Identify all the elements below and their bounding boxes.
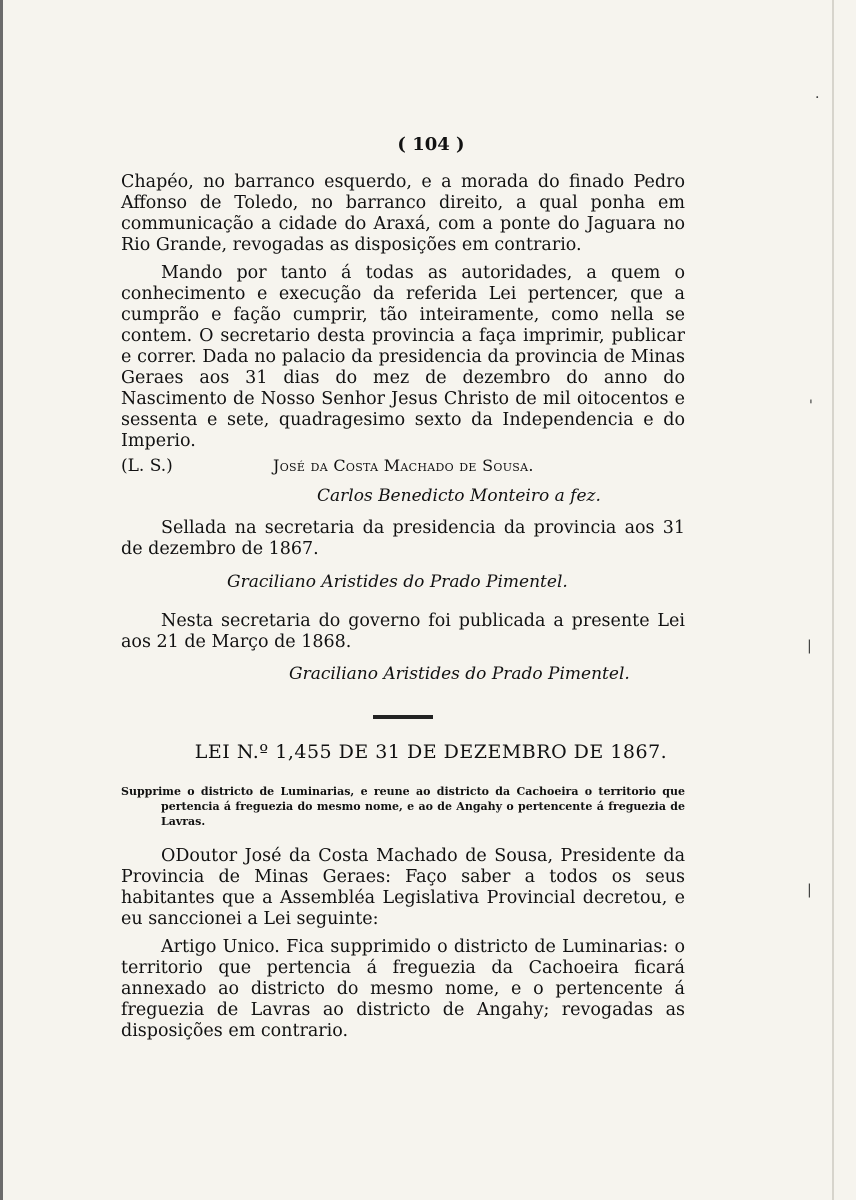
published-note-block bbox=[121, 611, 685, 653]
article-block bbox=[121, 937, 685, 1042]
margin-speck: | bbox=[807, 638, 812, 654]
section-divider bbox=[373, 715, 433, 719]
law-title: LEI N.º 1,455 DE 31 DE DEZEMBRO DE 1867. bbox=[194, 741, 668, 763]
published-note: Nesta secretaria do governo foi publicada a presente Lei aos 21 de Março de 1868. bbox=[121, 611, 685, 652]
preamble-block bbox=[121, 846, 685, 930]
preamble: ODoutor José da Costa Machado de Sousa, Presidente da Provincia de Minas Geraes: Faço saber a todos os seus habitantes que a Assembléa Legislativa Provincial decretou, e eu sanccionei a Lei seguinte: bbox=[121, 846, 685, 929]
seal-mark: (L. S.) bbox=[121, 456, 173, 476]
margin-speck: | bbox=[807, 882, 812, 898]
margin-speck: . bbox=[815, 86, 820, 102]
article: Artigo Unico. Fica supprimido o districto de Luminarias: o territorio que pertencia á freguezia da Cachoeira ficará annexado ao districto do mesmo nome, e o pertencente á freguezia de Lavras ao districto de Angahy; revogadas as disposições em contrario. bbox=[121, 937, 685, 1041]
paragraph-1: Chapéo, no barranco esquerdo, e a morada do finado Pedro Affonso de Toledo, no barranco direito, a qual ponha em communicação a cidade do Araxá, com a ponte do Jaguara no Rio Grande, revogadas as disposições em contrario. bbox=[121, 172, 685, 255]
sealed-note: Sellada na secretaria da presidencia da provincia aos 31 de dezembro de 1867. bbox=[121, 518, 685, 559]
governor-signature: José da Costa Machado de Sousa. bbox=[273, 456, 534, 475]
sealed-note-block bbox=[121, 518, 685, 560]
paragraph-2: Mando por tanto á todas as autoridades, a quem o conhecimento e execução da referida Lei pertencer, que a cumprão e fação cumprir, tão inteiramente, como nella se contem. O secretario desta provincia a faça imprimir, publicar e correr. Dada no palacio da presidencia da provincia de Minas Geraes aos 31 dias do mez de dezembro do anno do Nascimento de Nosso Senhor Jesus Christo de mil oitocentos e sessenta e sete, quadragesimo sexto da Independencia e do Imperio. bbox=[121, 263, 685, 451]
closing-paragraph bbox=[121, 172, 685, 256]
margin-speck: ' bbox=[809, 398, 813, 414]
law-summary: Supprime o districto de Luminarias, e reune ao districto da Cachoeira o territorio que pertencia á freguezia do mesmo nome, e ao de Angahy o pertencente á freguezia de Lavras. bbox=[121, 785, 685, 828]
law-summary-block bbox=[121, 784, 685, 829]
page-edge bbox=[832, 0, 834, 1200]
secretary-signature-2: Graciliano Aristides do Prado Pimentel. bbox=[289, 664, 630, 684]
command-paragraph bbox=[121, 263, 685, 452]
page-number: ( 104 ) bbox=[397, 134, 465, 155]
secretary-signature-1: Graciliano Aristides do Prado Pimentel. bbox=[227, 572, 568, 592]
clerk-signature: Carlos Benedicto Monteiro a fez. bbox=[317, 486, 601, 506]
